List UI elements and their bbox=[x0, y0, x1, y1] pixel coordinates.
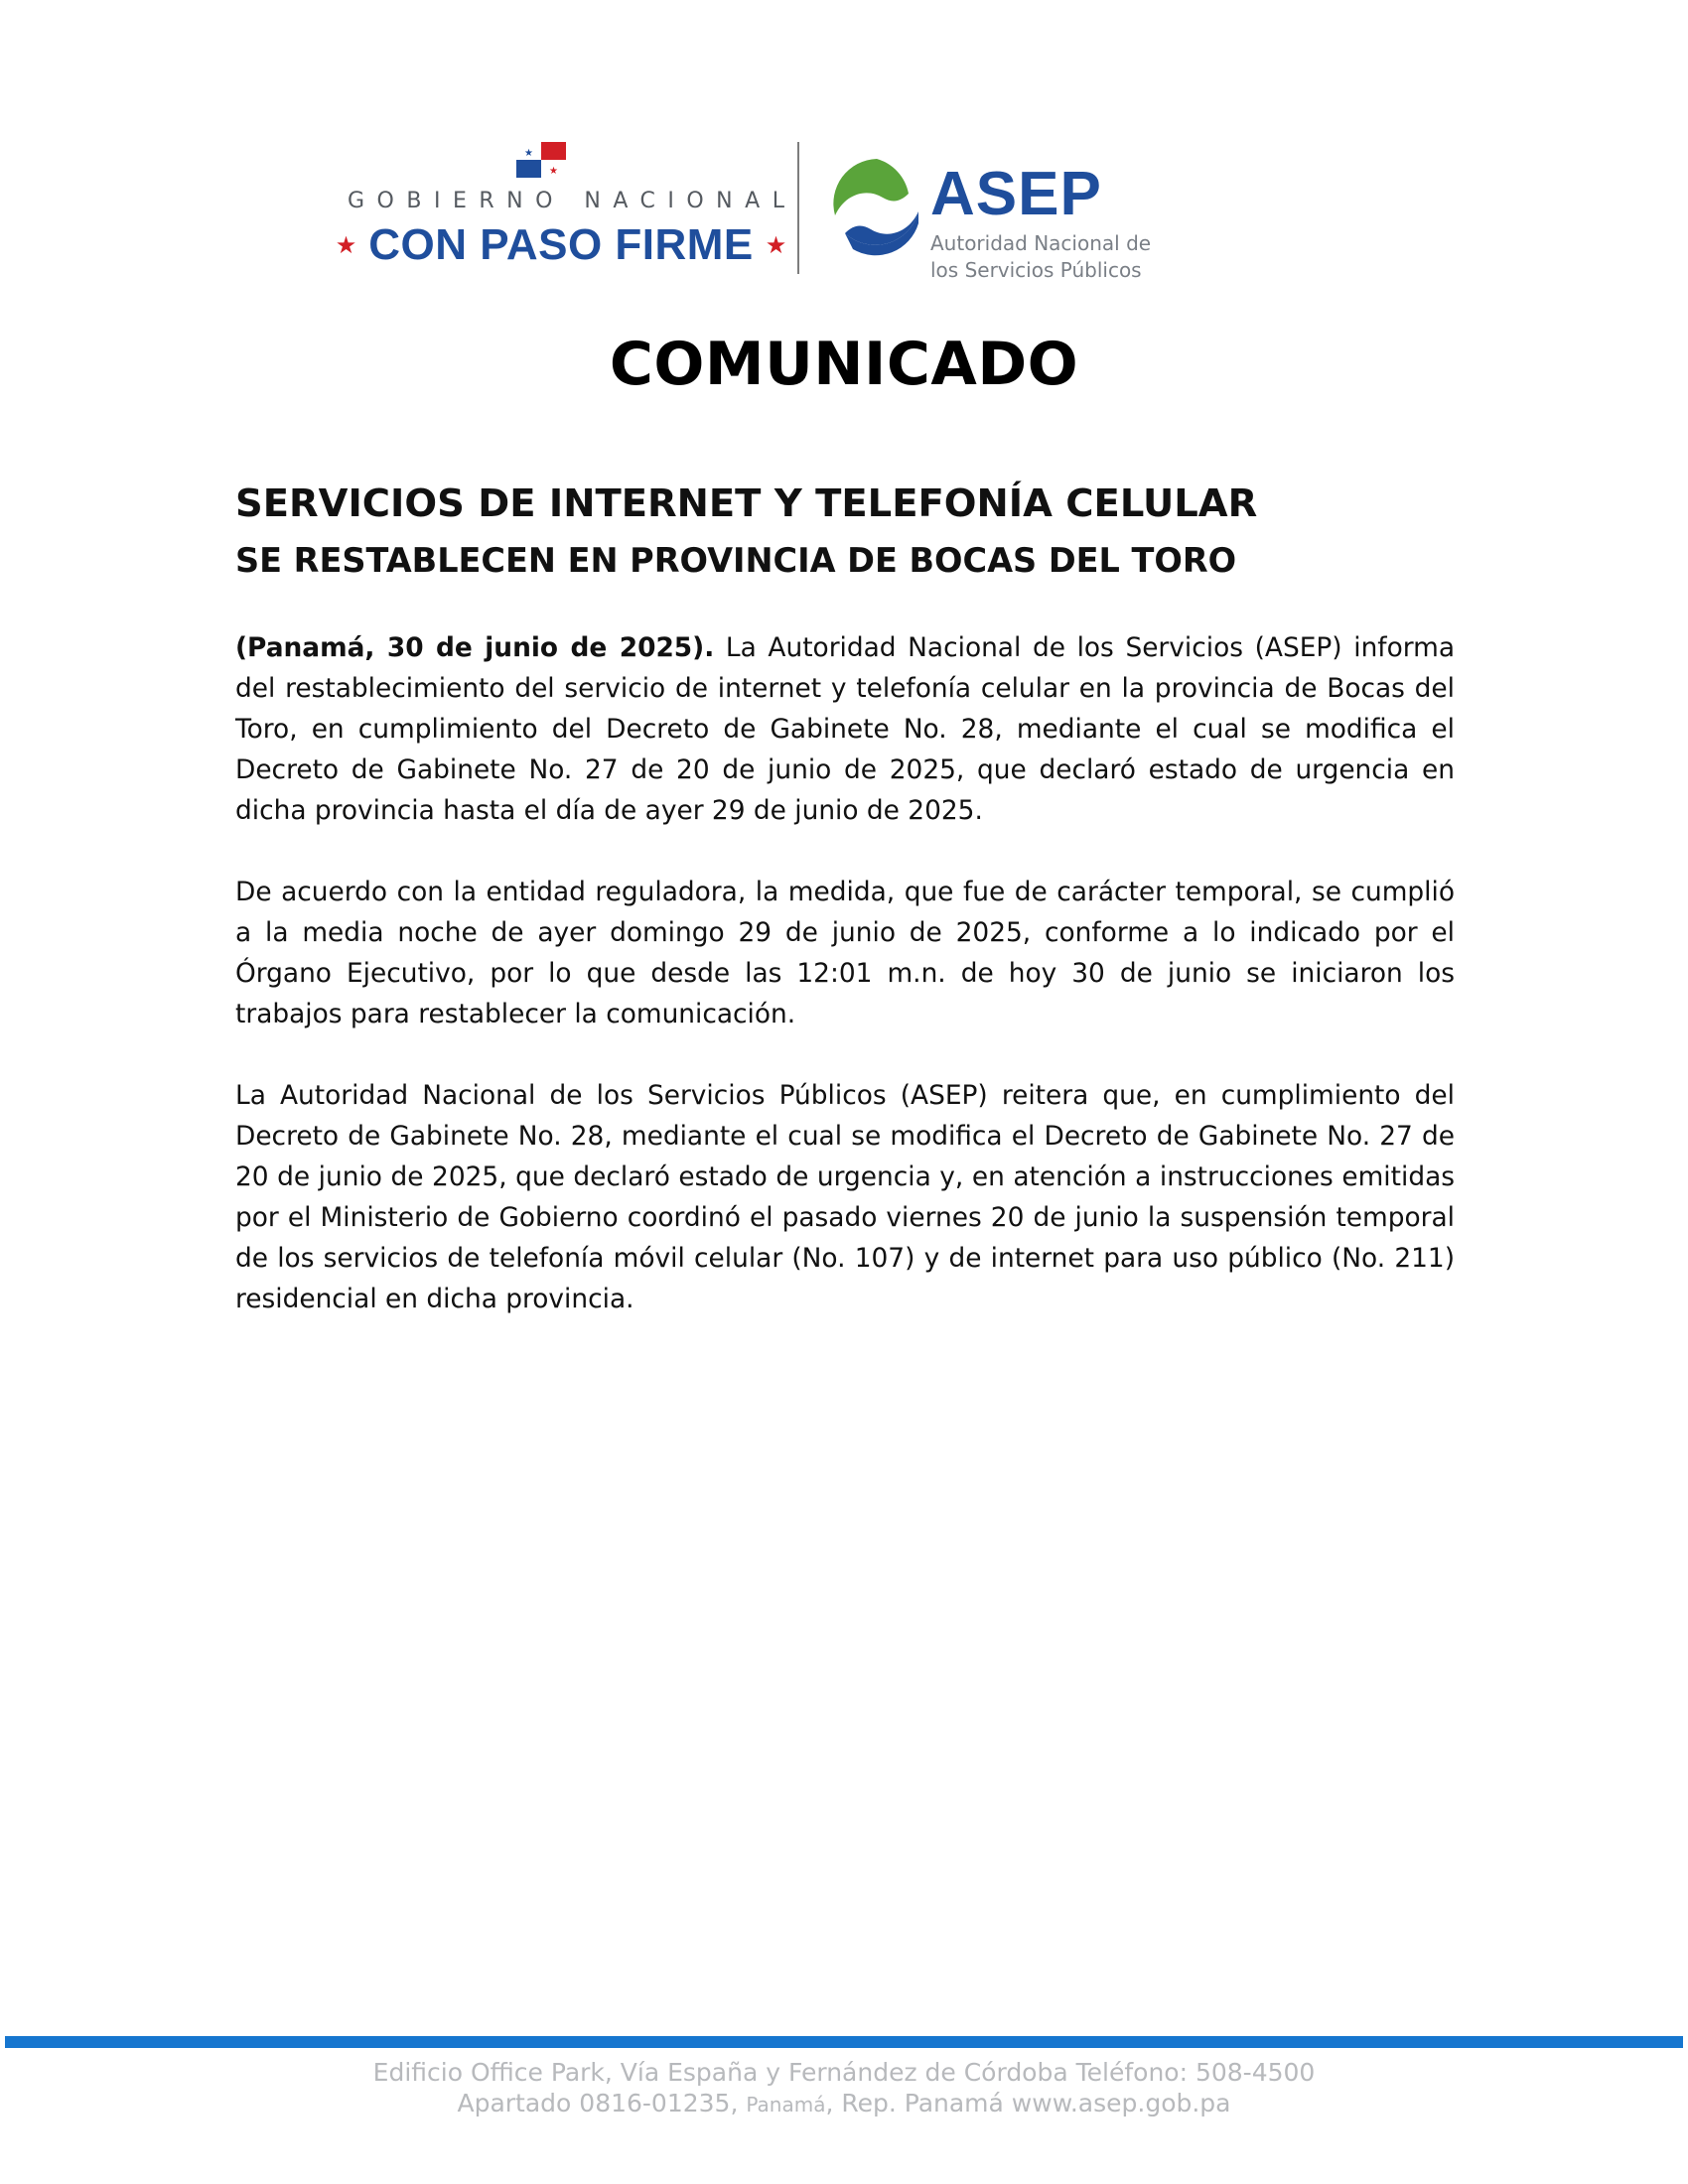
logo-divider bbox=[797, 142, 799, 274]
asep-logo-icon bbox=[827, 154, 926, 273]
government-slogan: CON PASO FIRME bbox=[368, 220, 754, 269]
svg-text:★: ★ bbox=[549, 166, 558, 177]
asep-subtitle-line: los Servicios Públicos bbox=[930, 258, 1142, 282]
red-star-icon: ★ bbox=[335, 231, 357, 259]
footer-text: , Rep. Panamá www.asep.gob.pa bbox=[825, 2089, 1231, 2117]
red-star-icon: ★ bbox=[765, 231, 787, 259]
government-logo-slogan-row bbox=[335, 220, 787, 270]
body-paragraph: De acuerdo con la entidad reguladora, la medida, que fue de carácter temporal, se cumplió a la media noche de ayer domingo 29 de junio de 2025, conforme a lo indicado por el Órgano Ejecutivo, por lo que desde las 12:01 m.n. de hoy 30 de junio se iniciaron los trabajos para restablecer la comunicación. bbox=[235, 877, 1455, 1029]
footer-line bbox=[0, 2088, 1688, 2120]
footer-line: Edificio Office Park, Vía España y Fernández de Córdoba Teléfono: 508-4500 bbox=[372, 2058, 1316, 2087]
headline bbox=[235, 477, 1467, 590]
footer-text: Panamá bbox=[746, 2093, 826, 2116]
footer-bar bbox=[5, 2036, 1683, 2048]
body-paragraph: La Autoridad Nacional de los Servicios Públicos (ASEP) reitera que, en cumplimiento del Decreto de Gabinete No. 28, mediante el cual se modifica el Decreto de Gabinete No. 27 de 20 de junio de 2025, que declaró estado de urgencia y, en atención a instrucciones emitidas por el Ministerio de Gobierno coordinó el pasado viernes 20 de junio la suspensión temporal de los servicios de telefonía móvil celular (No. 107) y de internet para uso público (No. 211) residencial en dicha provincia. bbox=[235, 1080, 1455, 1314]
press-release-body bbox=[235, 627, 1455, 1360]
asep-logo-subtitle bbox=[930, 230, 1189, 284]
asep-subtitle-line: Autoridad Nacional de bbox=[930, 231, 1152, 255]
headline-line: SERVICIOS DE INTERNET Y TELEFONÍA CELULAR bbox=[235, 481, 1258, 526]
svg-text:★: ★ bbox=[524, 148, 533, 159]
footer-text: Apartado 0816-01235, bbox=[457, 2089, 747, 2117]
asep-logo-wordmark: ASEP bbox=[930, 160, 1102, 228]
footer-address bbox=[0, 2057, 1688, 2120]
panama-flag-icon bbox=[516, 142, 566, 178]
paragraph-text: La Autoridad Nacional de los Servicios (ASEP) informa del restablecimiento del servicio de internet y telefonía celular en la provincia de Bocas del Toro, en cumplimiento del Decreto de Gabinete No. 28, mediante el cual se modifica el Decreto de Gabinete No. 27 de 20 de junio de 2025, que declaró estado de urgencia en dicha provincia hasta el día de ayer 29 de junio de 2025. bbox=[235, 632, 1455, 826]
document-type-title: COMUNICADO bbox=[609, 330, 1079, 399]
government-logo-title: GOBIERNO NACIONAL bbox=[348, 189, 797, 213]
headline-line: SE RESTABLECEN EN PROVINCIA DE BOCAS DEL TORO bbox=[235, 541, 1237, 580]
body-paragraph bbox=[235, 627, 1455, 831]
dateline: (Panamá, 30 de junio de 2025). bbox=[235, 632, 715, 663]
